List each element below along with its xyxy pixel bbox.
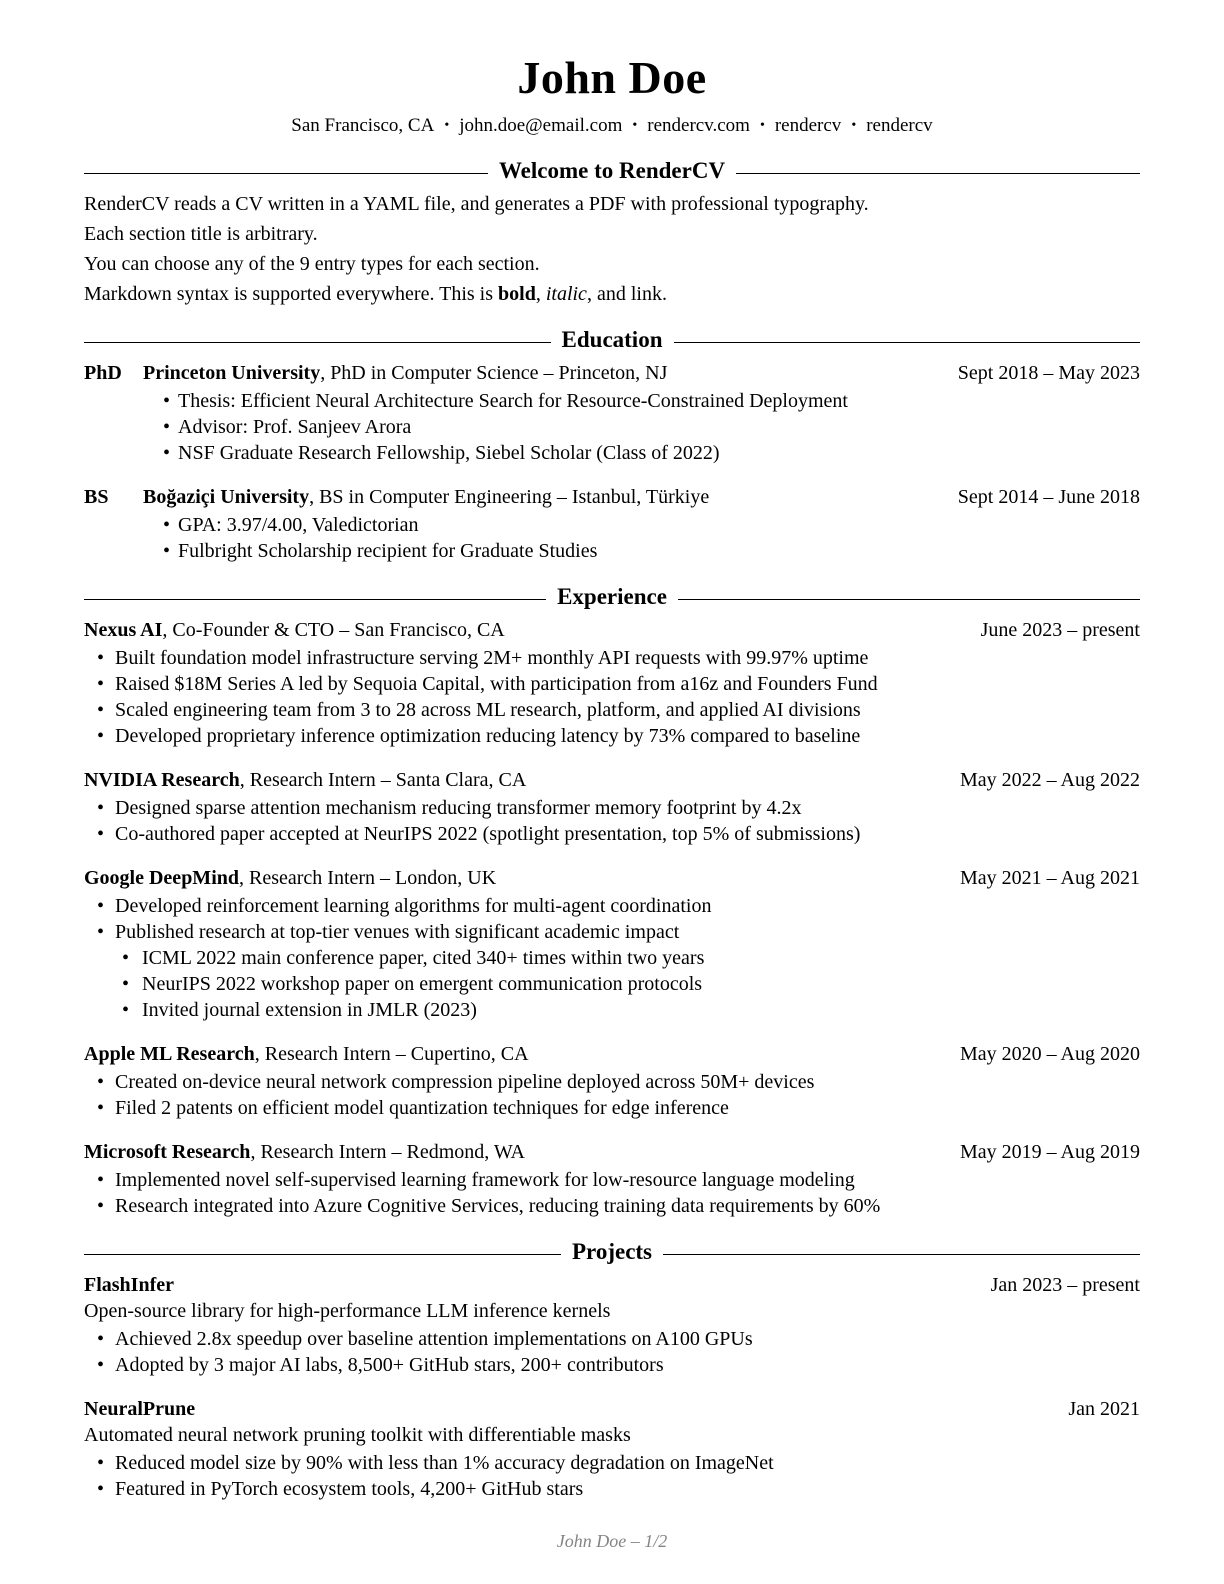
bullet-item: • Co-authored paper accepted at NeurIPS 2022 (spotlight presentation, top 5% of submissions) [84,821,1140,847]
education-entry-body [143,484,1140,564]
bullet-item: • Fulbright Scholarship recipient for Graduate Studies [143,538,1140,564]
entry-dates: Jan 2021 [1068,1398,1140,1420]
inline-link[interactable]: link [630,283,662,305]
markdown-text: , and [586,283,631,305]
section-title: Welcome to RenderCV [498,158,726,183]
entry-title [84,1041,942,1067]
entry-dates: Sept 2018 – May 2023 [957,362,1140,384]
bullet-list [84,1326,1140,1378]
contact-bar [84,114,1140,138]
education-entry [84,484,1140,564]
company-name: Nexus AI [84,619,163,641]
entry-dates: Jan 2023 – present [990,1274,1140,1296]
bullet-item: • Thesis: Efficient Neural Architecture Search for Resource-Constrained Deployment [143,388,1140,414]
project-entry [84,1272,1140,1378]
bullet-list [84,893,1140,1023]
section-rule-right [674,342,1141,343]
sub-bullet-list [115,945,1140,1023]
entry-header [84,865,1140,891]
section-projects [84,1238,1140,1502]
entry-details: , Co-Founder & CTO – San Francisco, CA [162,619,505,641]
section-experience [84,583,1140,1219]
welcome-paragraph: Each section title is arbitrary. [84,223,318,245]
entry-header [84,1272,1140,1298]
entry-title [84,865,942,891]
section-education [84,326,1140,564]
project-name: NeuralPrune [84,1398,196,1420]
bullet-item: • Raised $18M Series A led by Sequoia Capital, with participation from a16z and Founders Fund [84,671,1140,697]
section-header [84,1238,1140,1266]
bold-text: bold [498,283,536,305]
project-entry [84,1396,1140,1502]
page-footer [84,1530,1140,1564]
entry-details: , Research Intern – London, UK [239,867,497,889]
section-header [84,157,1140,185]
company-name: Microsoft Research [84,1141,251,1163]
section-rule-left [84,599,546,600]
entry-title [84,767,942,793]
bullet-separator: • [632,118,638,133]
entry-dates: June 2023 – present [980,619,1140,641]
bullet-separator: • [444,118,450,133]
entry-title [84,1139,942,1165]
bullet-text: Published research at top-tier venues with significant academic impact [115,921,680,943]
entry-header [84,1396,1140,1422]
company-name: NVIDIA Research [84,769,240,791]
bullet-list [84,1069,1140,1121]
resume-header [84,52,1140,138]
entry-title [84,617,963,643]
entry-dates: May 2019 – Aug 2019 [960,1141,1140,1163]
contact-website-link[interactable]: rendercv.com [647,115,750,136]
bullet-item: • Research integrated into Azure Cognitive Services, reducing training data requirements by 60% [84,1193,1140,1219]
entry-details: , Research Intern – Santa Clara, CA [239,769,527,791]
bullet-item: • GPA: 3.97/4.00, Valedictorian [143,512,1140,538]
bullet-list [84,795,1140,847]
bullet-separator: • [759,118,765,133]
entry-dates: Sept 2014 – June 2018 [957,486,1140,508]
section-welcome [84,157,1140,307]
bullet-item: • Filed 2 patents on efficient model quantization techniques for edge inference [84,1095,1140,1121]
page-number: John Doe – 1/2 [556,1531,668,1551]
company-name: Apple ML Research [84,1043,255,1065]
bullet-item: • Built foundation model infrastructure serving 2M+ monthly API requests with 99.97% uptime [84,645,1140,671]
sub-bullet-item: • Invited journal extension in JMLR (2023) [115,997,1140,1023]
experience-entry [84,617,1140,749]
entry-title [143,484,940,510]
entry-dates: May 2020 – Aug 2020 [960,1043,1140,1065]
bullet-item: • Reduced model size by 90% with less than 1% accuracy degradation on ImageNet [84,1450,1140,1476]
bullet-item: • Scaled engineering team from 3 to 28 across ML research, platform, and applied AI divisions [84,697,1140,723]
bullet-item: • Advisor: Prof. Sanjeev Arora [143,414,1140,440]
section-rule-left [84,1254,561,1255]
entry-dates: May 2021 – Aug 2021 [960,867,1140,889]
bullet-item: • Created on-device neural network compression pipeline deployed across 50M+ devices [84,1069,1140,1095]
bullet-item: • Developed reinforcement learning algorithms for multi-agent coordination [84,893,1140,919]
section-title: Projects [571,1239,653,1264]
project-summary: Automated neural network pruning toolkit with differentiable masks [84,1424,631,1446]
degree-label: BS [84,486,109,508]
entry-header [84,1041,1140,1067]
bullet-item: • Developed proprietary inference optimization reducing latency by 73% compared to baseline [84,723,1140,749]
welcome-paragraph: RenderCV reads a CV written in a YAML file, and generates a PDF with professional typography. [84,193,869,215]
entry-header [84,617,1140,643]
entry-header [84,767,1140,793]
welcome-paragraph [84,281,1140,307]
bullet-list [84,1167,1140,1219]
entry-details: , BS in Computer Engineering – Istanbul, Türkiye [309,486,710,508]
section-rule-right [736,173,1140,174]
entry-header [143,360,1140,386]
contact-location: San Francisco, CA [291,115,435,136]
contact-social-link-1[interactable]: rendercv [774,115,842,136]
experience-entry [84,767,1140,847]
experience-entry [84,1139,1140,1219]
bullet-item: • Adopted by 3 major AI labs, 8,500+ GitHub stars, 200+ contributors [84,1352,1140,1378]
italic-text: italic [545,283,587,305]
entry-details: , PhD in Computer Science – Princeton, NJ [320,362,668,384]
entry-title [143,360,940,386]
education-entry [84,360,1140,466]
markdown-text: Markdown syntax is supported everywhere. This is [84,283,499,305]
section-header [84,326,1140,354]
section-header [84,583,1140,611]
candidate-name: John Doe [517,52,707,103]
bullet-item: • Featured in PyTorch ecosystem tools, 4,200+ GitHub stars [84,1476,1140,1502]
entry-header [143,484,1140,510]
section-title: Experience [557,584,667,609]
bullet-item: • NSF Graduate Research Fellowship, Siebel Scholar (Class of 2022) [143,440,1140,466]
degree-label: PhD [84,362,122,384]
bullet-separator: • [851,118,857,133]
entry-details: , Research Intern – Redmond, WA [250,1141,525,1163]
section-rule-left [84,173,488,174]
section-rule-right [678,599,1140,600]
project-summary: Open-source library for high-performance LLM inference kernels [84,1300,611,1322]
bullet-item [84,919,1140,1023]
section-rule-left [84,342,551,343]
section-rule-right [663,1254,1140,1255]
bullet-list [143,512,1140,564]
entry-header [84,1139,1140,1165]
bullet-item: • Achieved 2.8x speedup over baseline attention implementations on A100 GPUs [84,1326,1140,1352]
project-name: FlashInfer [84,1274,174,1296]
institution-name: Princeton University [143,362,321,384]
bullet-list [84,1450,1140,1502]
experience-entry [84,865,1140,1023]
education-entry-body [143,360,1140,466]
sub-bullet-item: • NeurIPS 2022 workshop paper on emergent communication protocols [115,971,1140,997]
company-name: Google DeepMind [84,867,239,889]
contact-email-link[interactable]: john.doe@email.com [459,115,623,136]
bullet-list [143,388,1140,466]
markdown-text: , [535,283,546,305]
contact-social-link-2[interactable]: rendercv [866,115,933,136]
entry-dates: May 2022 – Aug 2022 [960,769,1140,791]
section-title: Education [561,327,663,352]
bullet-list [84,645,1140,749]
welcome-paragraph: You can choose any of the 9 entry types for each section. [84,253,540,275]
bullet-item: • Designed sparse attention mechanism reducing transformer memory footprint by 4.2x [84,795,1140,821]
institution-name: Boğaziçi University [143,486,310,508]
bullet-item: • Implemented novel self-supervised learning framework for low-resource language modeling [84,1167,1140,1193]
sub-bullet-item: • ICML 2022 main conference paper, cited 340+ times within two years [115,945,1140,971]
experience-entry [84,1041,1140,1121]
markdown-text: . [661,283,667,305]
entry-details: , Research Intern – Cupertino, CA [254,1043,529,1065]
